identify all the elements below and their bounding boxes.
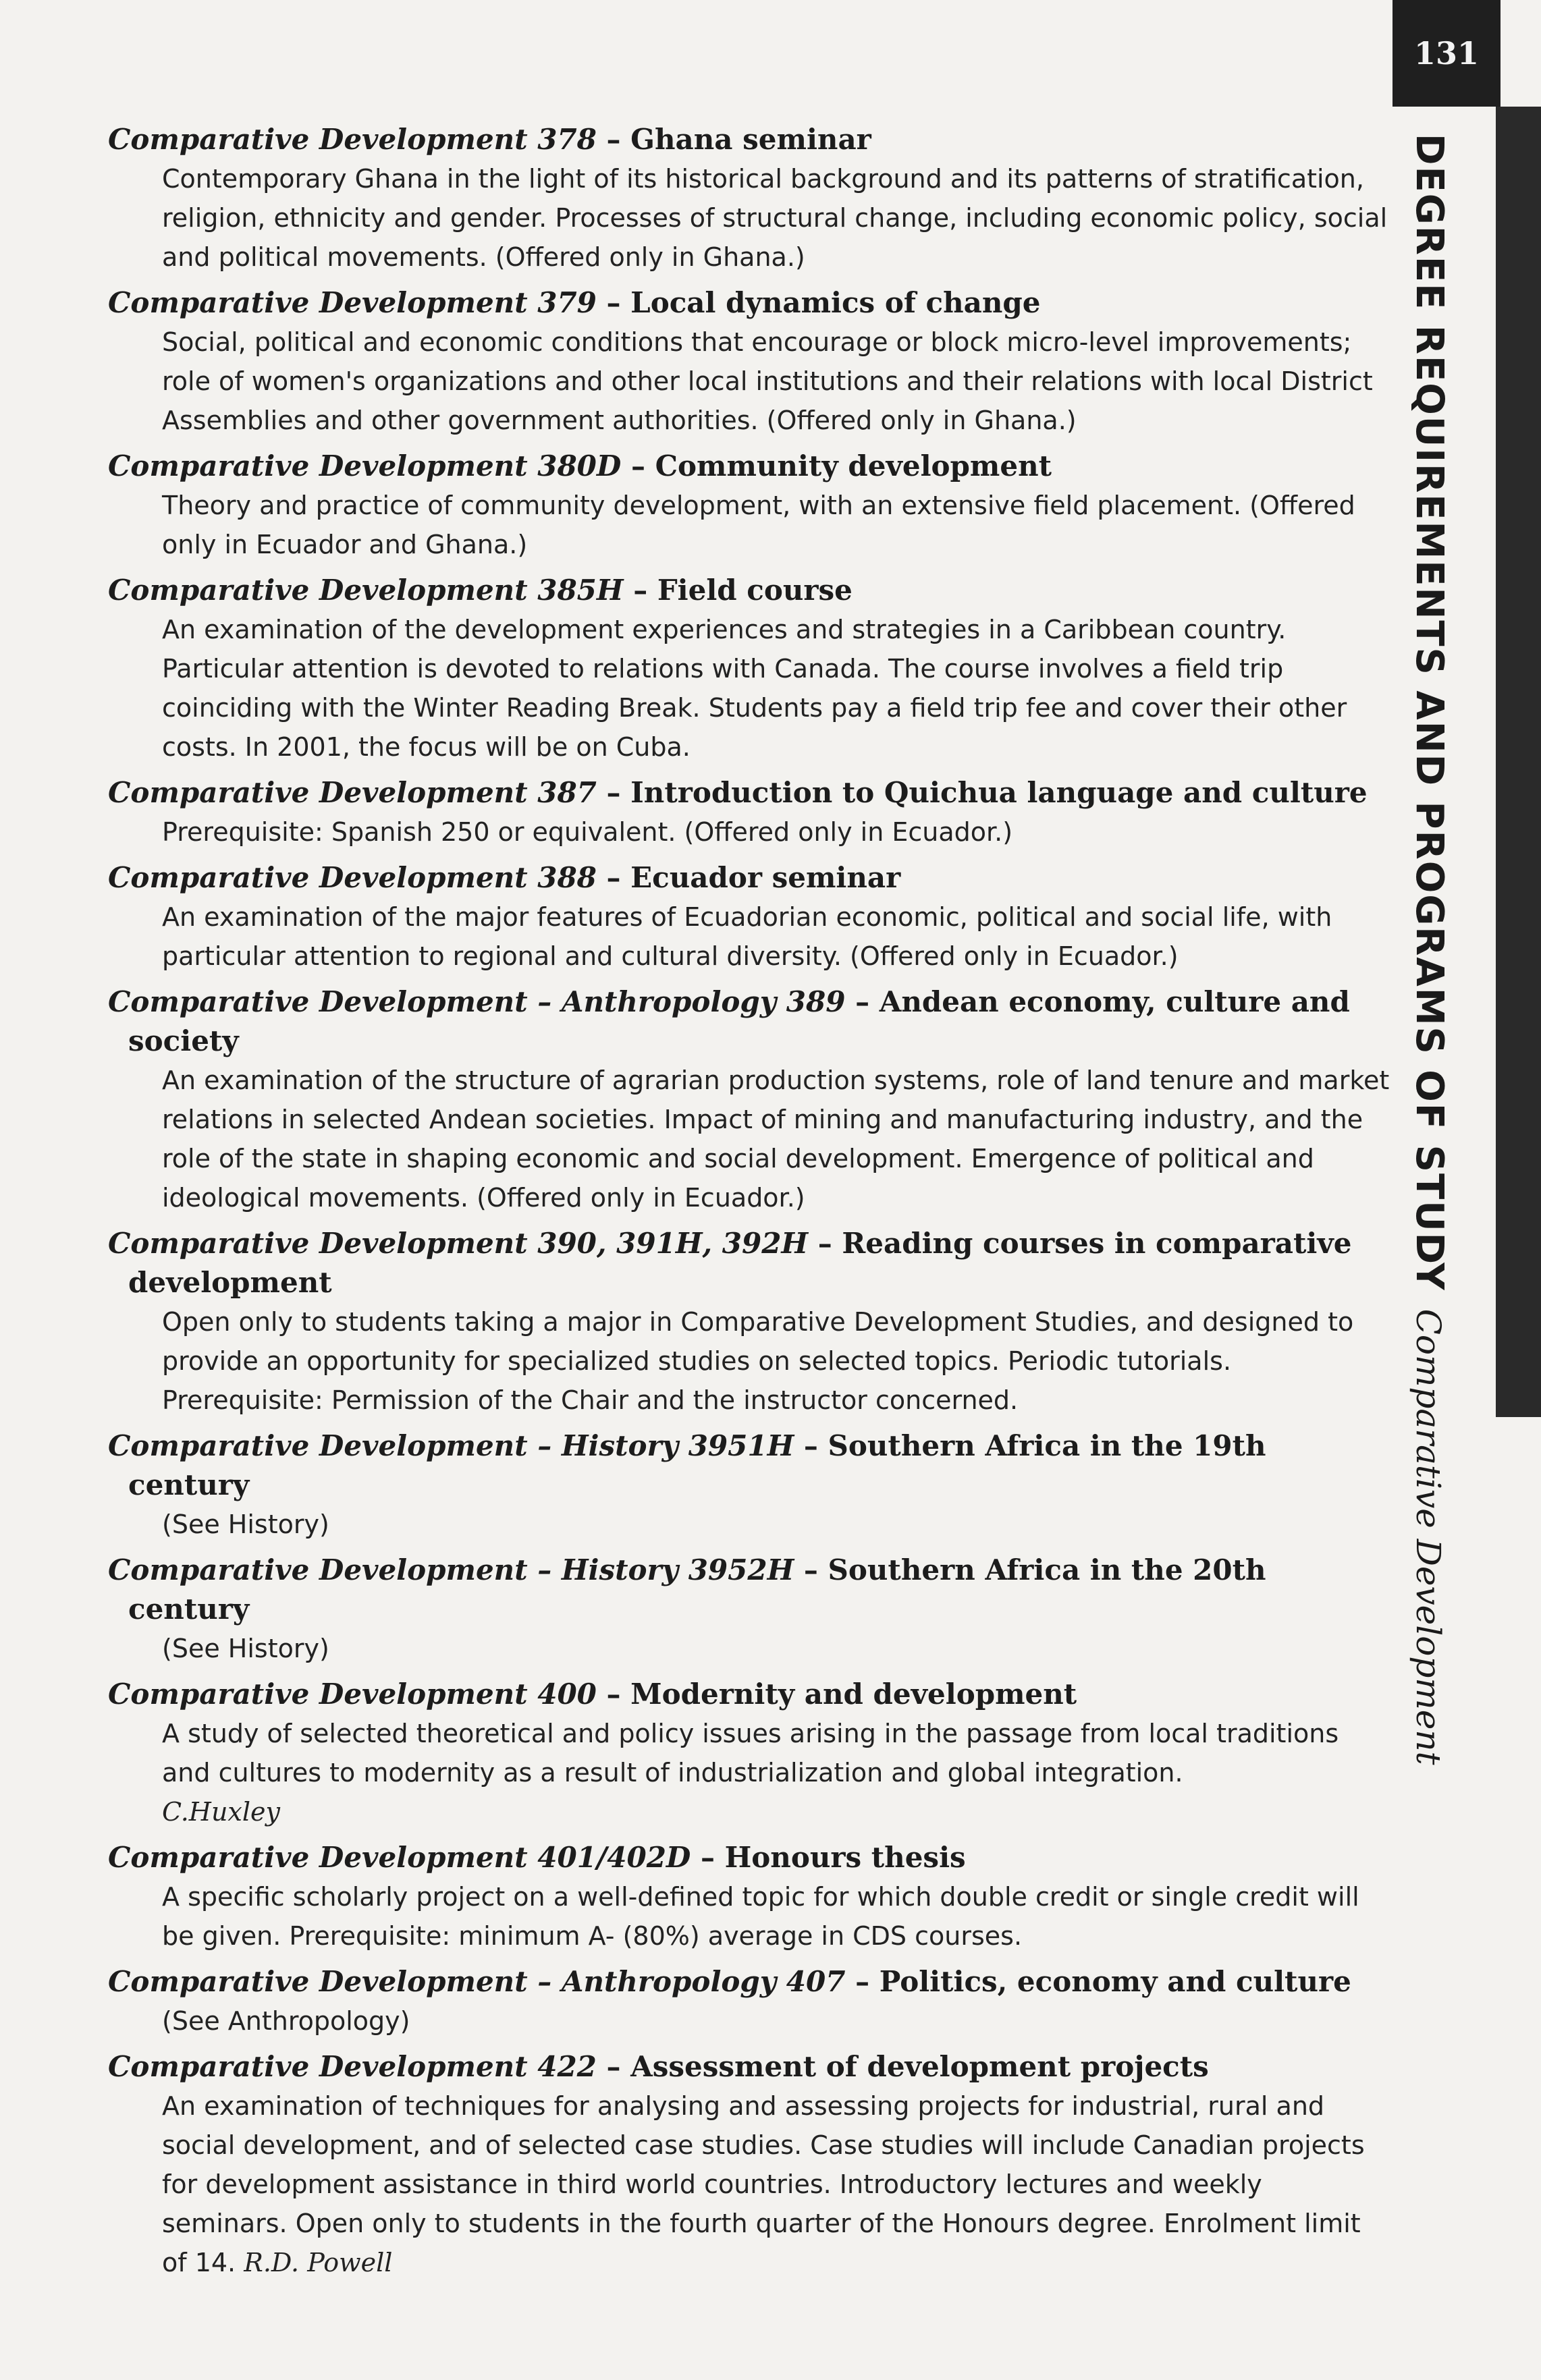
course-list <box>108 120 1390 2289</box>
course-heading <box>108 1427 1390 1505</box>
course-heading <box>108 1838 1390 1877</box>
course-heading <box>108 1551 1390 1629</box>
course-heading <box>108 571 1390 610</box>
course-code: Comparative Development – Anthropology 389 <box>108 985 846 1018</box>
course-code: Comparative Development 380D <box>108 449 622 482</box>
course-code: Comparative Development 390, 391H, 392H <box>108 1227 809 1260</box>
course-separator: – <box>596 123 631 156</box>
course-title: Local dynamics of change <box>630 286 1041 319</box>
course-separator: – <box>623 574 657 607</box>
course-description-block <box>108 610 1390 767</box>
course-separator: – <box>691 1841 725 1874</box>
course-description: Social, political and economic conditions that encourage or block micro-level improvements; role of women's organizations and other local institutions and their relations with local District Assemblies and other government authorities. (Offered only in Ghana.) <box>162 327 1373 435</box>
course-description: An examination of techniques for analysing and assessing projects for industrial, rural and social development, and of selected case studies. Case studies will include Canadian projects for development assistance in third world countries. Introductory lectures and weekly seminars. Open only to students in the fourth quarter of the Honours degree. Enrolment limit of 14. <box>162 2091 1365 2277</box>
course-entry <box>108 983 1390 1217</box>
course-code: Comparative Development 388 <box>108 861 597 894</box>
course-title: Ecuador seminar <box>630 861 901 894</box>
course-heading <box>108 773 1390 812</box>
course-description-block <box>108 1629 1390 1668</box>
course-separator: – <box>794 1429 828 1462</box>
course-separator: – <box>596 1678 631 1711</box>
course-entry <box>108 571 1390 767</box>
course-title: Southern Africa in the 19th century <box>128 1429 1266 1501</box>
course-separator: – <box>596 861 631 894</box>
course-description-block <box>108 2001 1390 2041</box>
course-heading <box>108 1962 1390 2001</box>
course-separator: – <box>596 776 631 809</box>
course-entry <box>108 1551 1390 1668</box>
course-instructor: R.D. Powell <box>244 2248 393 2277</box>
course-entry <box>108 1224 1390 1420</box>
course-title: Politics, economy and culture <box>879 1965 1351 1998</box>
course-title: Assessment of development projects <box>630 2050 1209 2083</box>
course-entry <box>108 1962 1390 2041</box>
course-description: (See History) <box>162 1634 329 1663</box>
course-description: An examination of the development experiences and strategies in a Caribbean country. Particular attention is devoted to relations with Canada. The course involves a field trip coinciding with the Winter Reading Break. Students pay a field trip fee and cover their other costs. In 2001, the focus will be on Cuba. <box>162 615 1347 762</box>
course-title: Southern Africa in the 20th century <box>128 1553 1266 1626</box>
course-description: A specific scholarly project on a well-defined topic for which double credit or single credit will be given. Prerequisite: minimum A- (80%) average in CDS courses. <box>162 1882 1359 1951</box>
course-title: Modernity and development <box>630 1678 1077 1711</box>
course-heading <box>108 858 1390 897</box>
course-description-block <box>108 1877 1390 1956</box>
course-title: Ghana seminar <box>630 123 871 156</box>
course-code: Comparative Development 401/402D <box>108 1841 691 1874</box>
course-description: (See History) <box>162 1510 329 1539</box>
course-code: Comparative Development 387 <box>108 776 597 809</box>
course-heading <box>108 1675 1390 1714</box>
side-title-main: DEGREE REQUIREMENTS AND PROGRAMS OF STUDY <box>1407 134 1451 1292</box>
course-description: Prerequisite: Spanish 250 or equivalent. (Offered only in Ecuador.) <box>162 817 1013 847</box>
course-heading <box>108 120 1390 159</box>
course-description-block <box>108 1302 1390 1420</box>
course-description: An examination of the structure of agrarian production systems, role of land tenure and market relations in selected Andean societies. Impact of mining and manufacturing industry, and the role of the state in shaping economic and social development. Emergence of political and ideological movements. (Offered only in Ecuador.) <box>162 1066 1390 1213</box>
course-separator: – <box>621 449 655 482</box>
course-code: Comparative Development 385H <box>108 574 624 607</box>
course-description-block <box>108 2086 1390 2282</box>
course-description-block <box>108 323 1390 440</box>
course-entry <box>108 120 1390 277</box>
course-heading <box>108 2047 1390 2086</box>
course-description: Theory and practice of community development, with an extensive field placement. (Offered only in Ecuador and Ghana.) <box>162 491 1355 559</box>
course-entry <box>108 1427 1390 1544</box>
course-heading <box>108 983 1390 1061</box>
sidebar-bar <box>1496 107 1541 1417</box>
course-description: (See Anthropology) <box>162 2006 410 2036</box>
course-entry <box>108 1838 1390 1956</box>
course-code: Comparative Development 379 <box>108 286 597 319</box>
course-description-block <box>108 486 1390 564</box>
course-entry <box>108 447 1390 564</box>
course-entry <box>108 2047 1390 2282</box>
course-heading <box>108 283 1390 323</box>
course-description-block <box>108 897 1390 976</box>
course-description-block <box>108 1505 1390 1544</box>
course-title: Honours thesis <box>724 1841 966 1874</box>
course-title: Andean economy, culture and society <box>128 985 1350 1057</box>
course-separator: – <box>845 1965 880 1998</box>
course-description: An examination of the major features of Ecuadorian economic, political and social life, with particular attention to regional and cultural diversity. (Offered only in Ecuador.) <box>162 902 1332 971</box>
course-separator: – <box>845 985 880 1018</box>
course-separator: – <box>596 2050 631 2083</box>
course-code: Comparative Development 422 <box>108 2050 597 2083</box>
course-title: Introduction to Quichua language and culture <box>630 776 1368 809</box>
course-code: Comparative Development – Anthropology 407 <box>108 1965 846 1998</box>
course-code: Comparative Development 400 <box>108 1678 597 1711</box>
course-separator: – <box>808 1227 842 1260</box>
course-description-block <box>108 1714 1390 1831</box>
course-separator: – <box>794 1553 828 1586</box>
course-entry <box>108 283 1390 440</box>
page-number: 131 <box>1393 0 1501 107</box>
side-title-sub: Comparative Development <box>1409 1308 1448 1765</box>
course-description: Open only to students taking a major in Comparative Development Studies, and designed to provide an opportunity for specialized studies on selected topics. Periodic tutorials. Prerequisite: Permission of the Chair and the instructor concerned. <box>162 1307 1354 1415</box>
course-entry <box>108 858 1390 976</box>
course-title: Reading courses in comparative development <box>128 1227 1352 1299</box>
course-instructor: C.Huxley <box>162 1797 280 1827</box>
course-heading <box>108 1224 1390 1302</box>
course-description: Contemporary Ghana in the light of its historical background and its patterns of stratification, religion, ethnicity and gender. Processes of structural change, including economic policy, social and political movements. (Offered only in Ghana.) <box>162 164 1388 272</box>
course-code: Comparative Development 378 <box>108 123 597 156</box>
course-code: Comparative Development – History 3952H <box>108 1553 794 1586</box>
course-description-block <box>108 1061 1390 1217</box>
course-entry <box>108 1675 1390 1831</box>
course-heading <box>108 447 1390 486</box>
course-separator: – <box>596 286 631 319</box>
course-code: Comparative Development – History 3951H <box>108 1429 794 1462</box>
course-entry <box>108 773 1390 852</box>
course-description-block <box>108 812 1390 852</box>
course-description-block <box>108 159 1390 277</box>
course-title: Community development <box>655 449 1052 482</box>
course-description: A study of selected theoretical and policy issues arising in the passage from local traditions and cultures to modernity as a result of industrialization and global integration. <box>162 1719 1339 1788</box>
course-title: Field course <box>657 574 853 607</box>
